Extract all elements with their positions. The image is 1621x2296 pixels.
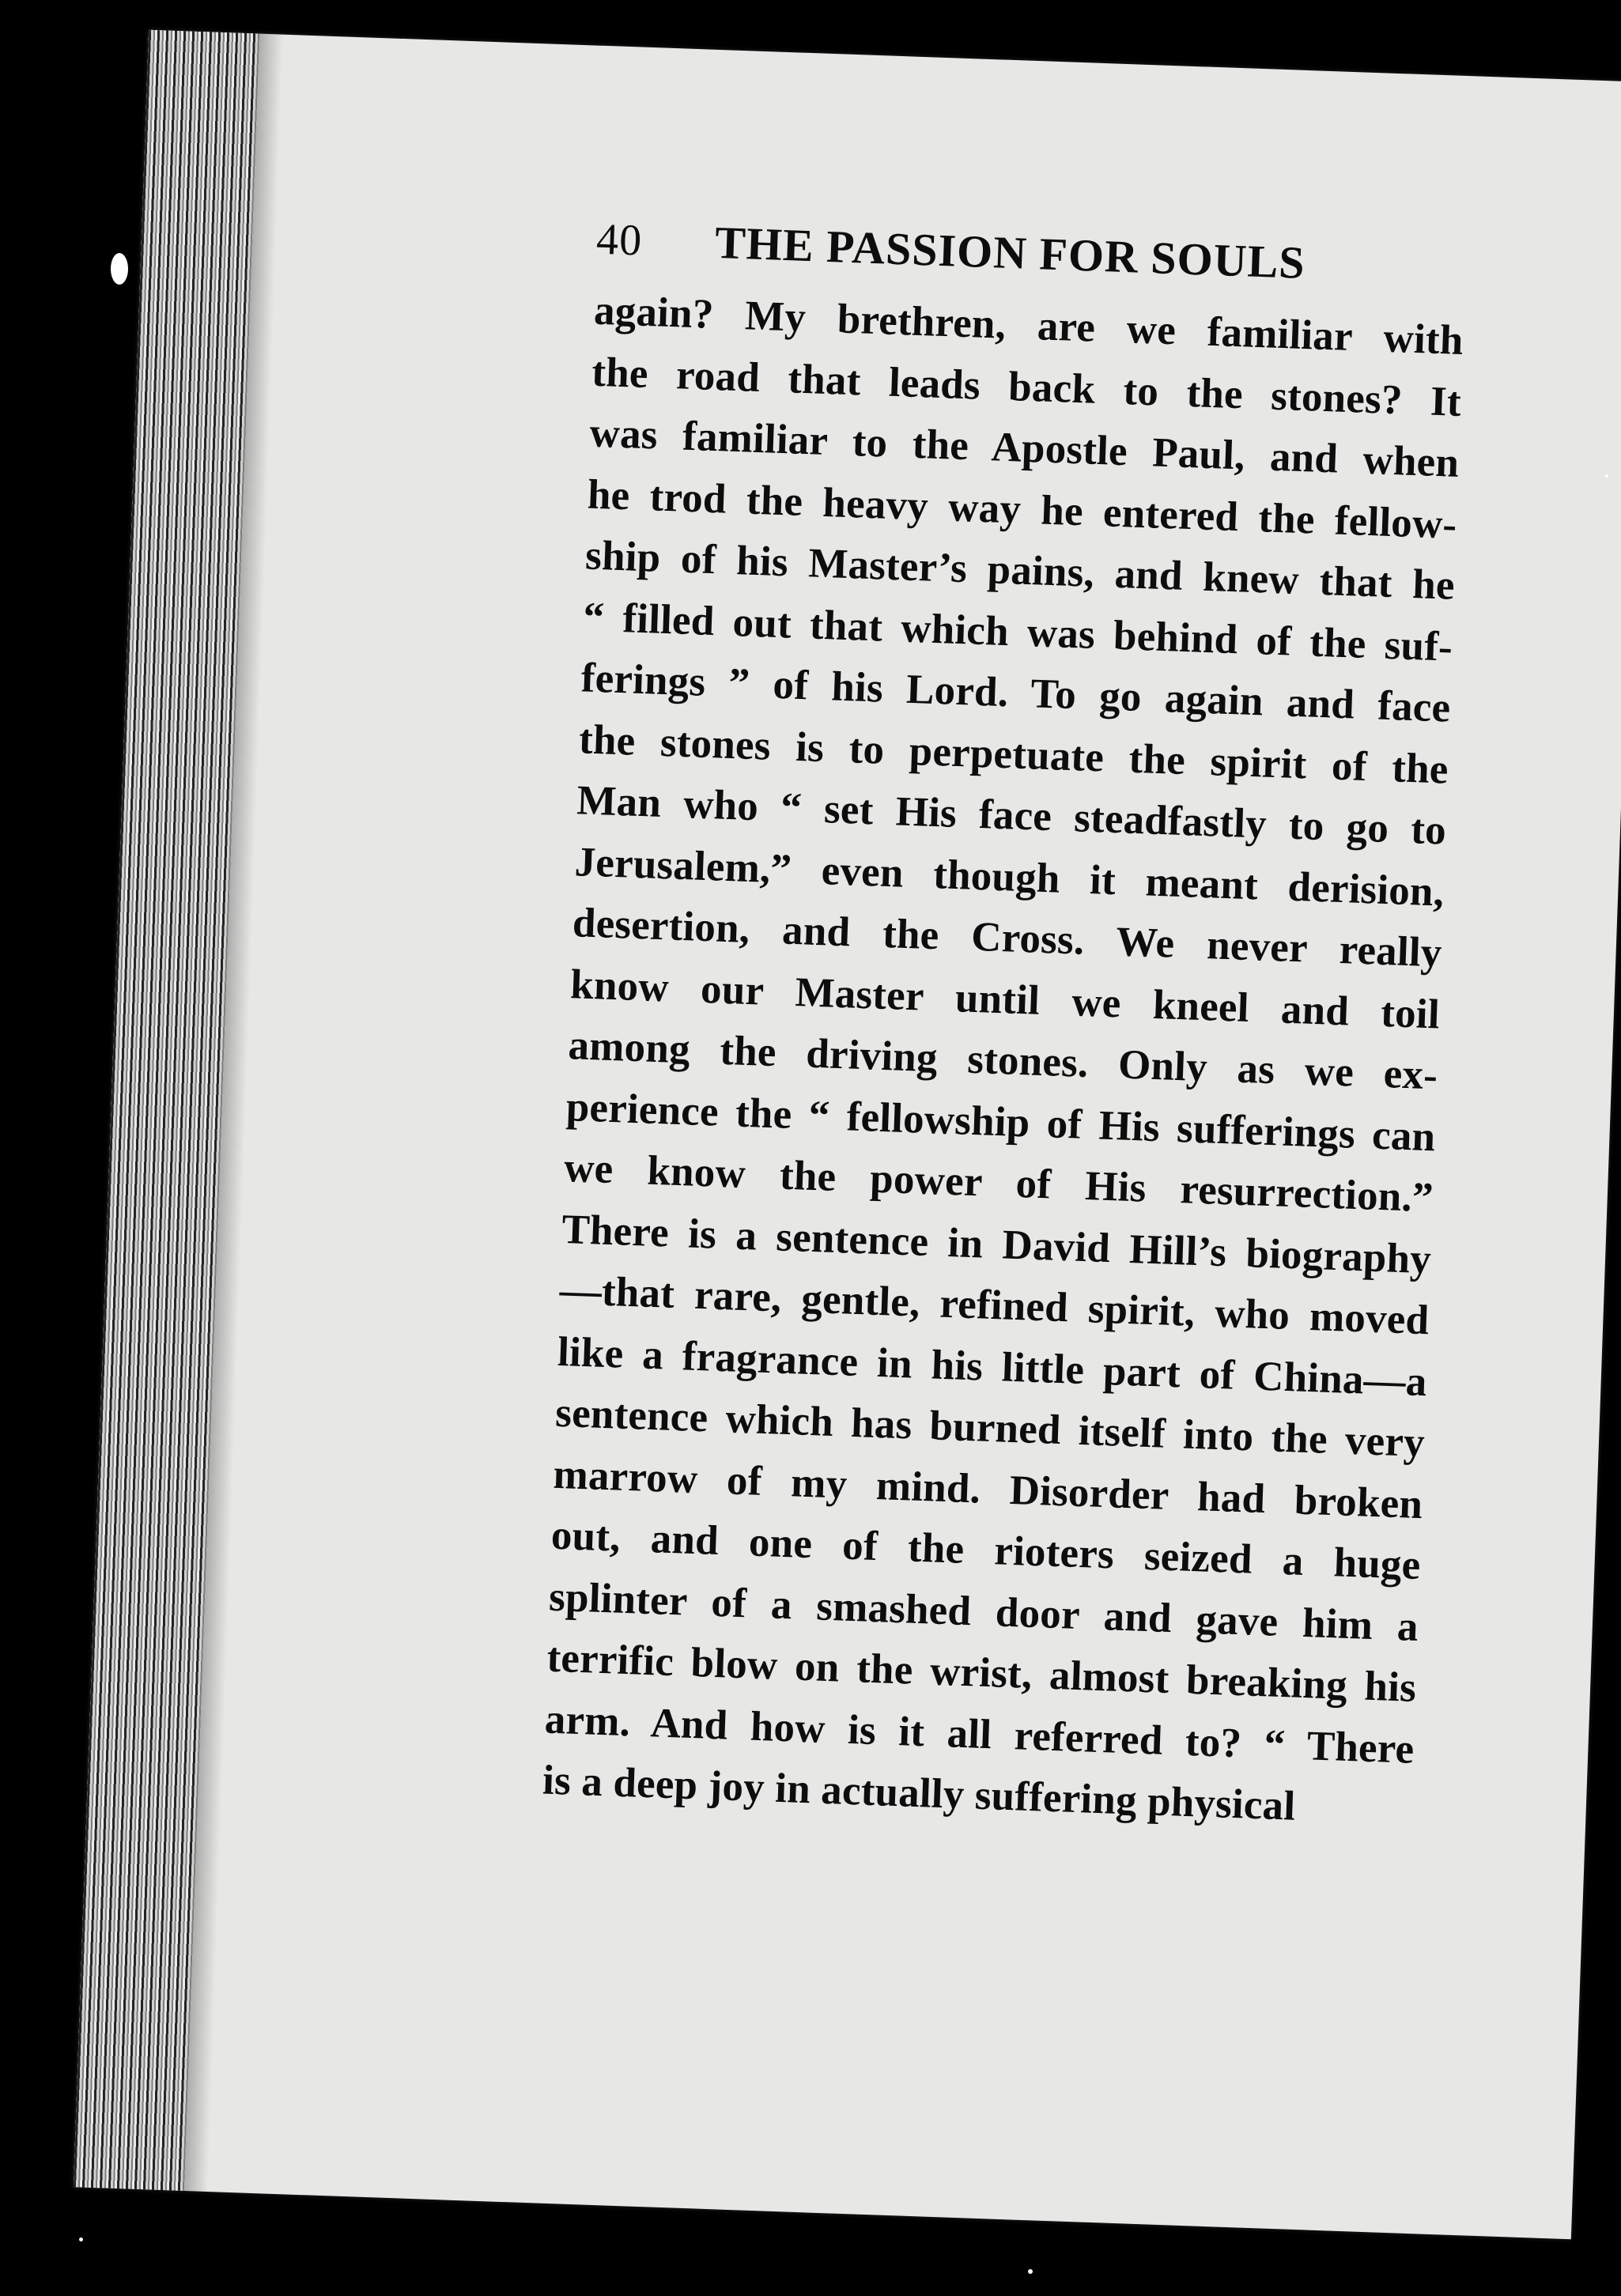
book-page bbox=[74, 30, 1621, 2239]
text-line: was familiar to the Apostle Paul, and when bbox=[588, 410, 1460, 486]
text-line: splinter of a smashed door and gave him a bbox=[548, 1573, 1419, 1650]
text-line: “ filled out that which was behind of the suf- bbox=[582, 593, 1453, 670]
text-line: out, and one of the rioters seized a huge bbox=[550, 1512, 1422, 1589]
text-line: terrific blow on the wrist, almost breaking his bbox=[546, 1634, 1418, 1711]
text-line: —that rare, gentle, refined spirit, who moved bbox=[558, 1267, 1430, 1344]
text-line: arm. And how is it all referred to? “ There bbox=[543, 1696, 1415, 1773]
text-line: Man who “ set His face steadfastly to go to bbox=[576, 777, 1447, 854]
text-line: sentence which has burned itself into the very bbox=[554, 1389, 1426, 1467]
text-line: know our Master until we kneel and toil bbox=[569, 961, 1441, 1037]
text-line: is a deep joy in actually suffering physical bbox=[542, 1757, 1297, 1830]
text-line: Jerusalem,” even though it meant derision, bbox=[573, 838, 1445, 916]
text-line: like a fragrance in his little part of China—a bbox=[557, 1328, 1428, 1405]
text-line: There is a sentence in David Hill’s biography bbox=[561, 1206, 1432, 1282]
text-line: again? My brethren, are we familiar with bbox=[593, 287, 1464, 364]
text-line: we know the power of His resurrection.” bbox=[563, 1144, 1434, 1222]
dust-speck bbox=[111, 253, 128, 285]
text-line: the road that leads back to the stones? It bbox=[591, 349, 1462, 425]
dust-speck bbox=[79, 2237, 83, 2241]
dust-speck bbox=[1028, 2269, 1033, 2274]
text-line: the stones is to perpetuate the spirit of the bbox=[578, 716, 1449, 793]
running-head-title: THE PASSION FOR SOULS bbox=[714, 216, 1306, 289]
text-line: marrow of my mind. Disorder had broken bbox=[552, 1451, 1424, 1528]
dust-speck bbox=[1605, 474, 1608, 478]
text-line: ferings ” of his Lord. To go again and face bbox=[580, 655, 1452, 731]
text-line: among the driving stones. Only as we ex- bbox=[567, 1022, 1439, 1099]
page-text bbox=[542, 212, 1467, 1842]
text-line: perience the “ fellowship of His sufferings can bbox=[565, 1083, 1437, 1160]
running-head bbox=[595, 212, 1467, 295]
text-line: desertion, and the Cross. We never really bbox=[572, 900, 1443, 976]
text-line: ship of his Master’s pains, and knew that he bbox=[584, 532, 1456, 609]
text-line: he trod the heavy way he entered the fellow- bbox=[587, 471, 1458, 548]
page-number: 40 bbox=[595, 214, 644, 266]
